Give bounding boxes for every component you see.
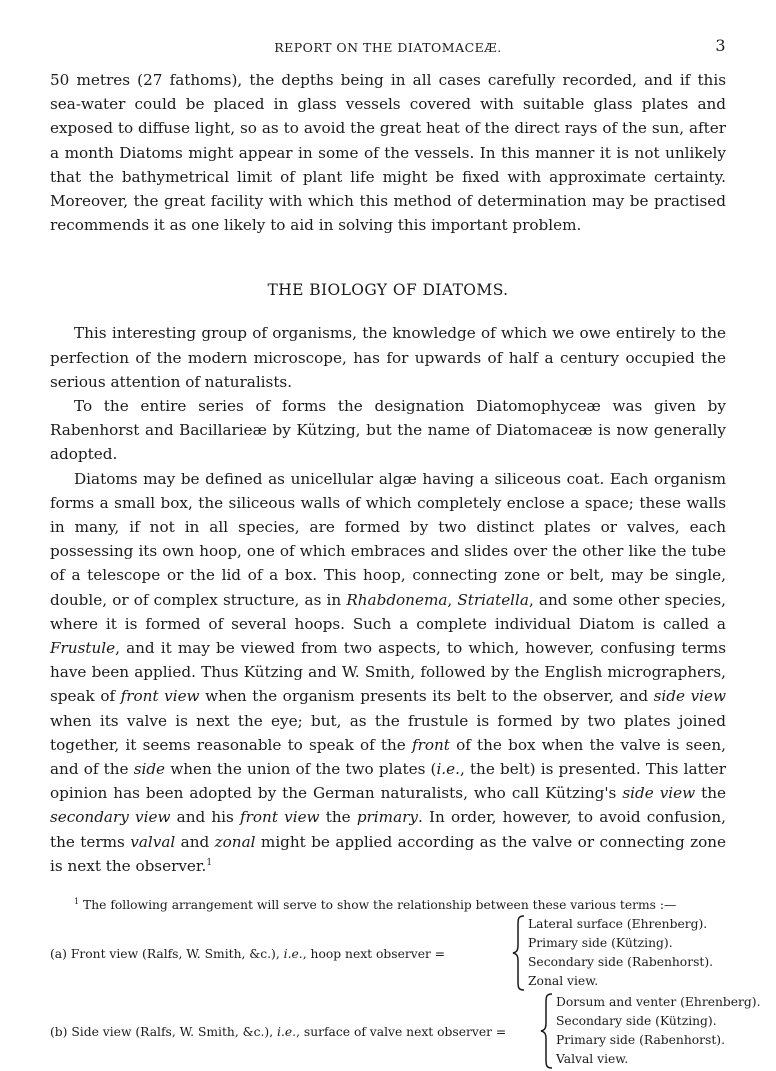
curly-brace-icon (512, 915, 526, 991)
text-run: . In order, however, to avoid confusion, the terms (50, 808, 726, 851)
footnote-intro (50, 896, 726, 915)
term-item: Primary side (Kützing). (528, 936, 673, 951)
term-side-view: side view (653, 687, 726, 706)
text-run: when the union of the two plates ( (165, 760, 437, 779)
text-run: and (175, 832, 215, 851)
term-list (528, 915, 713, 991)
term-valval: valval (130, 832, 176, 851)
text-run: , surface of valve next observer = (296, 1025, 507, 1040)
footnote-intro-text: The following arrangement will serve to show the relationship between these various terms :— (83, 898, 677, 913)
text-run: , (447, 590, 458, 609)
footnote-marker: 1 (74, 897, 80, 906)
row-label: (b) (50, 1025, 68, 1040)
term-frustule: Frustule (50, 639, 116, 658)
footnote-reference[interactable]: 1 (206, 857, 213, 868)
term-item: Secondary side (Kützing). (556, 1014, 717, 1029)
term-list (556, 993, 761, 1069)
term-item: Valval view. (556, 1052, 629, 1067)
running-head-title: REPORT ON THE DIATOMACEÆ. (274, 40, 502, 55)
term-front-view: front view (240, 808, 320, 827)
text-run: Front view (Ralfs, W. Smith, &c.), (66, 947, 284, 962)
text-run: Side view (Ralfs, W. Smith, &c.), (67, 1025, 278, 1040)
term-item: Primary side (Rabenhorst). (556, 1033, 726, 1048)
term-item: Secondary side (Rabenhorst). (528, 955, 714, 970)
paragraph-nomenclature: To the entire series of forms the designation Diatomophyceæ was given by Rabenhorst and Bacillarieæ by Kützing, but the name of Diatomaceæ is now generally adopted. (50, 397, 726, 464)
footnote-row-front-view (50, 915, 726, 993)
paragraph-definition (50, 467, 726, 878)
footnote-row-side-view (50, 993, 761, 1071)
text-run: , hoop next observer = (302, 947, 446, 962)
text-run: the (695, 784, 726, 803)
term-primary: primary (356, 808, 418, 827)
term-front-view: front view (120, 687, 200, 706)
row-label: (a) (50, 947, 67, 962)
term-item: Zonal view. (528, 974, 599, 989)
term-front: front (411, 735, 450, 754)
term-side: side (133, 760, 166, 779)
continued-paragraph: 50 metres (27 fathoms), the depths being in all cases carefully recorded, and if this sea-water could be placed in glass vessels covered with suitable glass plates and exposed to diffuse light, so as to avoid the great heat of the direct rays of the sun, after a month Diatoms might appear in some of the vessels. In this manner it is not unlikely that the bathymetrical limit of plant life might be fixed with approximate certainty. Moreover, the great facility with which this method of determination may be practised recommends it as one likely to aid in solving this important problem. (50, 71, 726, 235)
text-run: might be applied according as the valve or connecting zone is next the observer. (50, 832, 727, 875)
term-secondary-view: secondary view (50, 808, 171, 827)
page (50, 36, 761, 1071)
text-run: and his (170, 808, 241, 827)
text-run: when the organism presents its belt to the observer, and (199, 687, 654, 706)
text-run: the (319, 808, 357, 827)
genus-rhabdonema: Rhabdonema (346, 590, 448, 609)
row-description (50, 945, 445, 964)
curly-brace-icon (540, 993, 554, 1069)
paragraph-intro: This interesting group of organisms, the knowledge of which we owe entirely to the perfection of the modern microscope, has for upwards of half a century occupied the serious attention of naturalists. (50, 324, 726, 391)
term-item: Dorsum and venter (Ehrenberg). (556, 995, 761, 1010)
row-description (50, 1023, 506, 1042)
term-item: Lateral surface (Ehrenberg). (528, 917, 708, 932)
footnote (50, 896, 761, 1071)
genus-striatella: Striatella (457, 590, 529, 609)
text-run: , and some other species, where it is formed of several hoops. Such a complete individual Diatom is called a (50, 590, 727, 633)
text-run: of the box when the valve is seen, and of the (50, 735, 726, 779)
text-run: Diatoms may be defined as unicellular algæ having a siliceous coat. Each organism forms a small box, the siliceous walls of which completely enclose a space; these walls in many, if not in all species, are formed by two distinct plates or valves, each possessing its own hoop, one of which embraces and slides over the other like the tube of a telescope or the lid of a box. This hoop, connecting zone or belt, may be single, double, or of complex structure, as in (50, 469, 726, 609)
abbrev-ie: i.e. (283, 947, 303, 962)
abbrev-ie: i.e. (436, 760, 460, 779)
text-run: , the belt) is presented. This latter opinion has been adopted by the German naturalists, who call Kützing's (50, 760, 726, 803)
term-zonal: zonal (214, 832, 256, 851)
text-run: , and it may be viewed from two aspects, to which, however, confusing terms have been applied. Thus Kützing and W. Smith, followed by the English micrographers, speak of (50, 639, 726, 706)
text-run: when its valve is next the eye; but, as the frustule is formed by two plates joined together, it seems reasonable to speak of the (50, 711, 726, 754)
term-side-view: side view (622, 784, 696, 803)
page-number: 3 (715, 36, 726, 55)
section-heading: THE BIOLOGY OF DIATOMS. (267, 281, 509, 300)
abbrev-ie: i.e. (277, 1025, 297, 1040)
running-head (50, 36, 726, 62)
